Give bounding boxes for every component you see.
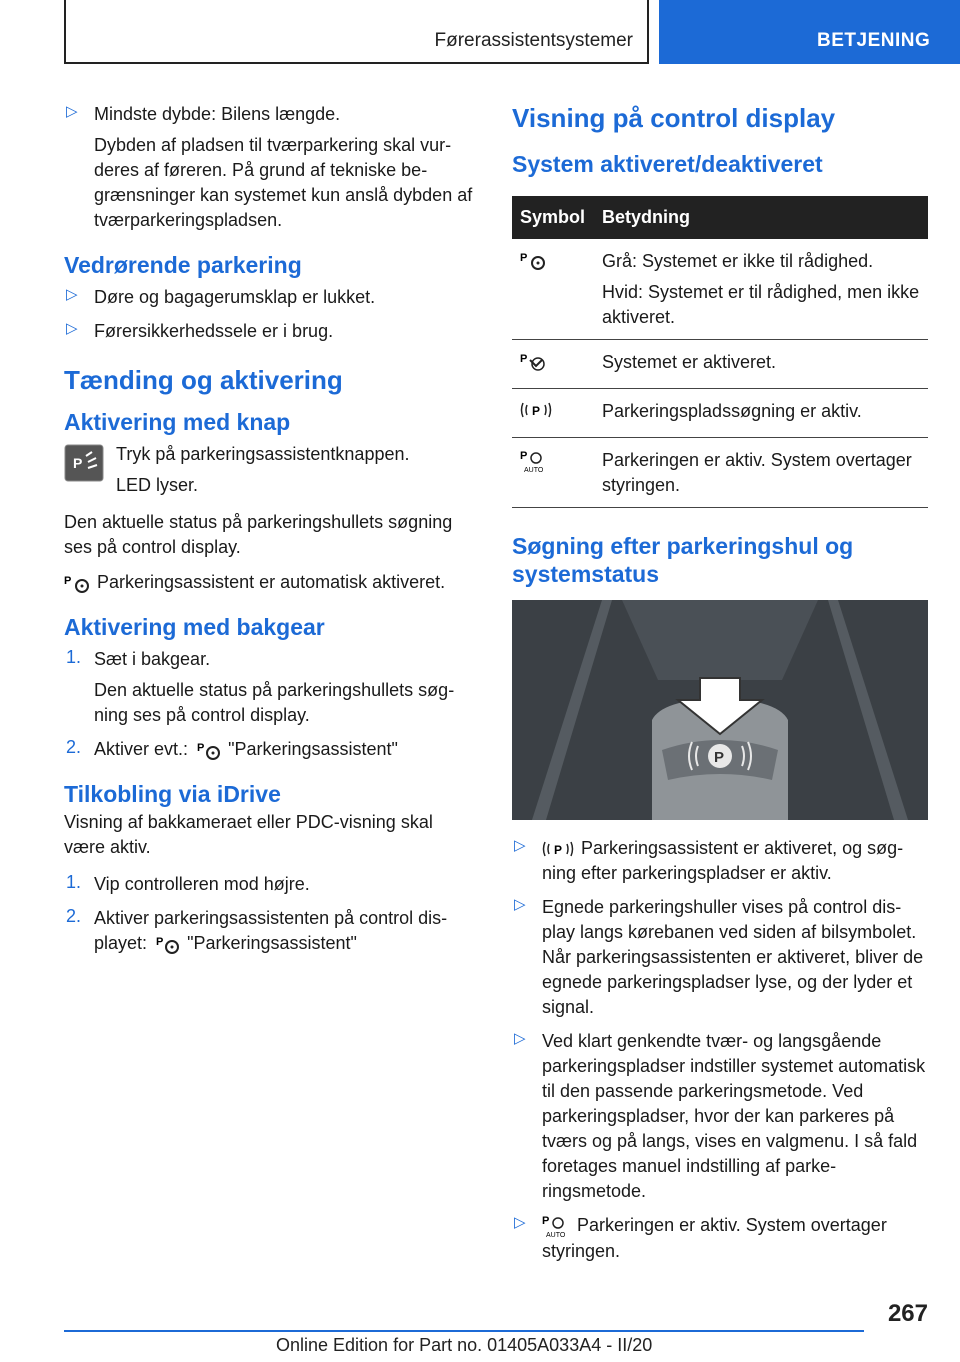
list-item: [512, 1029, 928, 1204]
col-header-symbol: Symbol: [512, 196, 594, 239]
table-row: [512, 438, 928, 508]
step-text-post: "Parkeringsassistent": [187, 933, 357, 953]
list-item: [512, 836, 928, 886]
meaning-text: Grå: Systemet er ikke til rådighed.: [602, 251, 874, 271]
list-item: [64, 872, 476, 897]
header-section-box: [64, 0, 649, 64]
step-number: 1.: [66, 647, 82, 667]
svg-text:P: P: [714, 749, 725, 766]
svg-text:P: P: [73, 455, 83, 471]
auto-text: Parkeringsassistent er automatisk aktiveret.: [97, 572, 446, 592]
park-assist-active-icon: [520, 350, 548, 372]
button-instruction: [64, 442, 476, 498]
triangle-bullet-icon: ▷: [66, 320, 78, 337]
svg-text:P: P: [520, 353, 528, 365]
svg-text:P: P: [156, 936, 164, 949]
step-text-post: "Parkeringsassistent": [228, 739, 398, 759]
meaning-text: Systemet er aktiveret.: [602, 352, 777, 372]
bullet-text: [542, 836, 928, 886]
parking-search-icon: [542, 838, 576, 860]
park-assist-icon: [520, 249, 548, 271]
bullet-text: Ved klart genkendte tvær- og langsgående parkeringspladser indstiller systemet automatisk til den passende parkeringsmetode. Ved parkeringspladser, hvor der kan parkeres på tværs og på langs, vises en valgmenu. I så fald foretages manuel indstilling af parkeringsmetode.: [542, 1031, 926, 1201]
symbol-table: [512, 196, 928, 508]
bullet-text-body: Parkeringsassistent er aktiveret, og søgning efter parkeringspladser er aktiv.: [542, 838, 904, 883]
svg-text:AUTO: AUTO: [546, 1232, 566, 1240]
list-item: [64, 737, 476, 762]
symbol-cell: [512, 340, 594, 389]
instruction-text: Tryk på parkeringsassistentknappen.: [116, 444, 410, 464]
heading-taending: Tænding og aktivering: [64, 365, 343, 395]
list-item: [512, 895, 928, 1020]
left-column: [64, 102, 476, 965]
triangle-bullet-icon: ▷: [514, 1214, 526, 1231]
list-item: [64, 102, 476, 233]
bullet-text: [542, 1213, 928, 1264]
symbol-cell: [512, 389, 594, 438]
meaning-cell: [594, 340, 928, 389]
step-text-pre: Aktiver parkeringsassistenten på control displayet:: [94, 908, 448, 953]
meaning-text: Parkeringspladssøgning er aktiv.: [602, 401, 862, 421]
heading-knap: Aktivering med knap: [64, 409, 291, 435]
meaning-cell: [594, 239, 928, 340]
symbol-cell: [512, 438, 594, 508]
table-row: [512, 340, 928, 389]
step-number: 2.: [66, 737, 82, 757]
page-number: 267: [887, 1300, 928, 1327]
bullet-subtext: Dybden af pladsen til tværparkering skal vurderes af føreren. På grund af tekniske begrænsninger kan systemet kun anslå dybden af tværparkeringspladsen.: [94, 135, 473, 230]
step-subtext: Den aktuelle status på parkeringshullets søgning ses på control display.: [94, 680, 455, 725]
triangle-bullet-icon: ▷: [514, 1030, 526, 1047]
idrive-text: Visning af bakkameraet eller PDC-visning skal være aktiv.: [64, 812, 433, 857]
table-header: [512, 196, 928, 239]
step-text: [94, 737, 476, 762]
status-text: Den aktuelle status på parkeringshullets søgning ses på control display.: [64, 512, 453, 557]
park-assist-button-icon: [64, 444, 104, 482]
step-number: 1.: [66, 872, 82, 892]
step-text-pre: Aktiver evt.:: [94, 739, 189, 759]
park-assist-icon: [64, 572, 92, 594]
auto-line: [64, 570, 476, 595]
table-row: [512, 239, 928, 340]
right-column: [512, 102, 928, 1273]
header-chapter-box: [659, 0, 960, 64]
display-illustration: [512, 600, 928, 820]
svg-text:P: P: [542, 1215, 550, 1228]
list-item: [512, 1213, 928, 1264]
svg-text:P: P: [520, 252, 528, 264]
footer-edition: Online Edition for Part no. 01405A033A4 - II/20: [276, 1335, 653, 1355]
park-assist-icon: [193, 739, 223, 761]
footer-divider: [64, 1330, 864, 1332]
meaning-cell: [594, 389, 928, 438]
parking-display-image: [512, 600, 928, 820]
table-row: [512, 389, 928, 438]
triangle-bullet-icon: ▷: [66, 286, 78, 303]
list-item: [64, 906, 476, 956]
instruction-subtext: LED lyser.: [116, 475, 199, 495]
step-text: [94, 906, 476, 956]
svg-text:P: P: [64, 575, 72, 588]
list-item: [64, 319, 476, 344]
step-text: Sæt i bakgear.: [94, 649, 211, 669]
park-auto-icon: [542, 1213, 572, 1239]
meaning-cell: [594, 438, 928, 508]
symbol-cell: [512, 239, 594, 340]
svg-text:P: P: [532, 404, 541, 418]
triangle-bullet-icon: ▷: [514, 837, 526, 854]
park-assist-icon: [152, 933, 182, 955]
step-number: 2.: [66, 906, 82, 926]
parking-search-icon: [520, 399, 552, 421]
bullet-text-body: Parkeringen er aktiv. System overtager styringen.: [542, 1215, 887, 1262]
triangle-bullet-icon: ▷: [514, 896, 526, 913]
svg-text:P: P: [197, 742, 205, 755]
svg-text:P: P: [554, 843, 563, 858]
bullet-text: Mindste dybde: Bilens længde.: [94, 104, 341, 124]
heading-sogning: Søgning efter parkeringshul og systemstatus: [512, 533, 854, 587]
heading-visning: Visning på control display: [512, 103, 836, 133]
heading-idrive: Tilkobling via iDrive: [64, 781, 281, 807]
step-text: Vip controlleren mod højre.: [94, 874, 310, 894]
heading-vedrorende: Vedrørende parkering: [64, 252, 302, 278]
triangle-bullet-icon: ▷: [66, 103, 78, 120]
svg-text:AUTO: AUTO: [524, 467, 544, 474]
heading-bakgear: Aktivering med bakgear: [64, 614, 325, 640]
bullet-text: Egnede parkeringshuller vises på control display langs kørebanen ved siden af bilsymbolet. Når parkeringsassistenten er aktiveret, bliver de egnede parkeringspladser lyse, og der lyder et signal.: [542, 897, 924, 1017]
bullet-text: Førersikkerhedssele er i brug.: [94, 321, 334, 341]
section-title: Førerassistentsystemer: [434, 30, 633, 51]
list-item: [64, 647, 476, 728]
meaning-text: Hvid: Systemet er til rådighed, men ikke aktiveret.: [602, 282, 920, 327]
chapter-title: BETJENING: [817, 30, 931, 51]
col-header-meaning: Betydning: [594, 196, 928, 239]
list-item: [64, 285, 476, 310]
svg-text:P: P: [520, 450, 528, 462]
park-auto-icon: [520, 448, 550, 474]
bullet-text: Døre og bagagerumsklap er lukket.: [94, 287, 376, 307]
meaning-text: Parkeringen er aktiv. System overtager styringen.: [602, 450, 912, 495]
heading-system: System aktiveret/deaktiveret: [512, 151, 823, 177]
